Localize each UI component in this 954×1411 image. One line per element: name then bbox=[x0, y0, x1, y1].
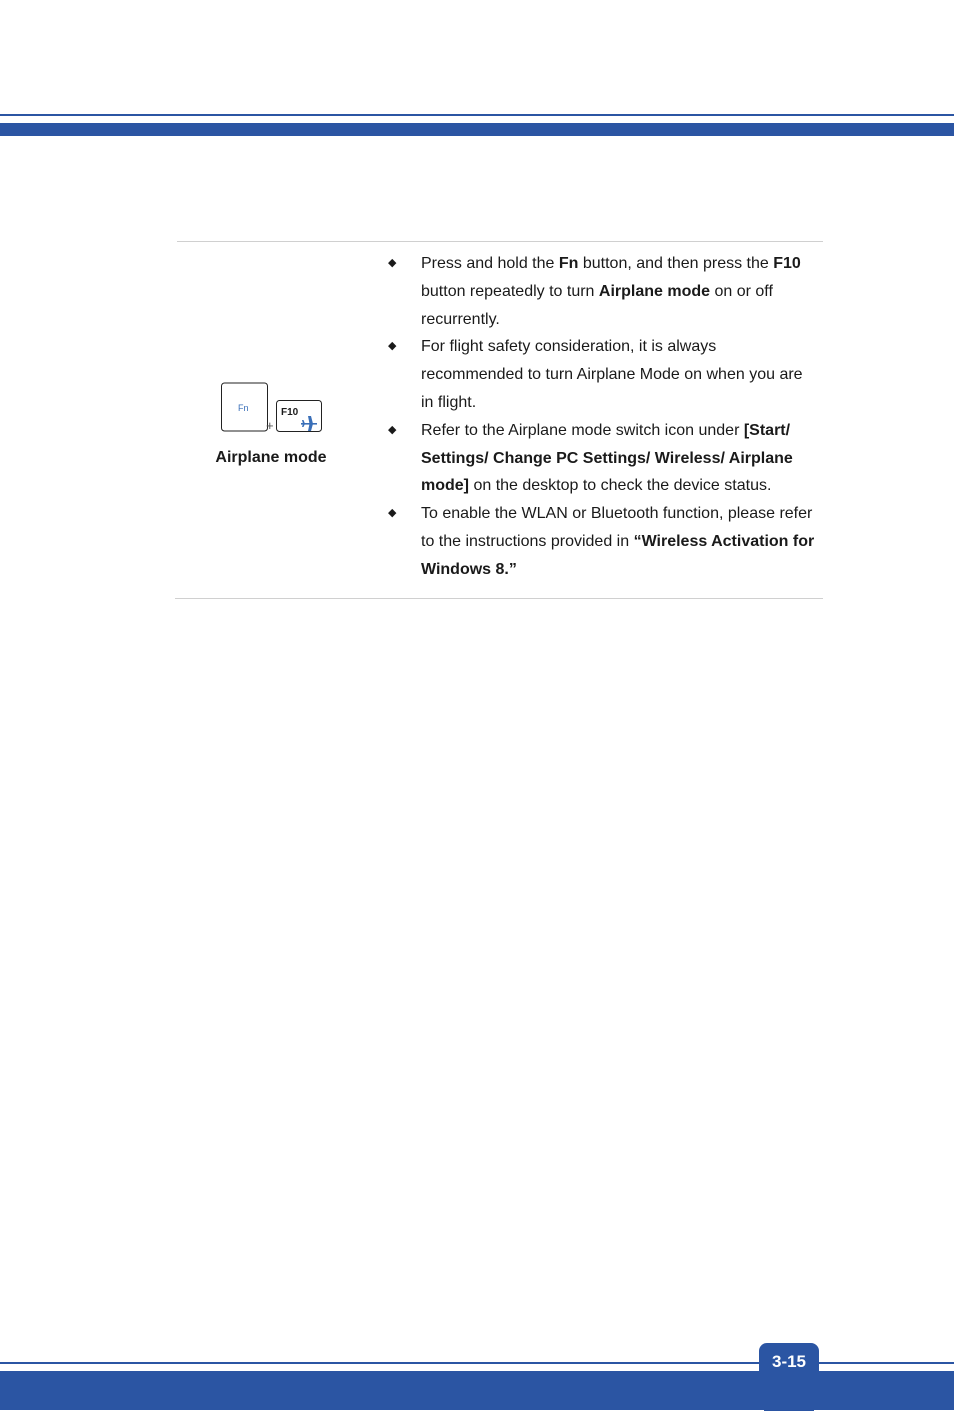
list-item bbox=[388, 333, 818, 416]
page-number: 3-15 bbox=[759, 1343, 819, 1381]
bold-text: Fn bbox=[558, 255, 579, 272]
bold-text: “Wireless Activation for Windows 8.” bbox=[421, 532, 815, 578]
body-text: on the desktop to check the device status. bbox=[469, 477, 772, 495]
body-text: button, and then press the bbox=[578, 255, 774, 272]
airplane-mode-caption: Airplane mode bbox=[215, 449, 327, 466]
header-line bbox=[0, 114, 954, 116]
bullet-diamond-icon: ◆ bbox=[388, 340, 397, 353]
plus-sign: + bbox=[266, 418, 274, 433]
instruction-list bbox=[388, 250, 818, 584]
list-item bbox=[388, 500, 818, 583]
bold-text: [Start/ Settings/ Change PC Settings/ Wireless/ Airplane mode] bbox=[421, 421, 793, 495]
body-text: button repeatedly to turn bbox=[421, 282, 599, 300]
bullet-diamond-icon: ◆ bbox=[388, 257, 397, 269]
fn-f10-key-combo bbox=[220, 382, 324, 434]
body-text: on or off recurrently. bbox=[421, 282, 773, 328]
bold-text: Airplane mode bbox=[598, 282, 711, 300]
header-bar bbox=[0, 123, 954, 136]
bold-text: F10 bbox=[773, 255, 801, 272]
list-item bbox=[388, 417, 818, 500]
bullet-diamond-icon: ◆ bbox=[388, 423, 397, 436]
body-text: To enable the WLAN or Bluetooth function, please refer to the instructions provided in bbox=[421, 505, 813, 550]
body-text: For flight safety consideration, it is always recommended to turn Airplane Mode on when you are in flight. bbox=[421, 338, 803, 411]
f10-key-label: F10 bbox=[281, 407, 299, 418]
bullet-diamond-icon: ◆ bbox=[388, 507, 397, 520]
table-rule-bottom bbox=[175, 598, 823, 599]
body-text: Refer to the Airplane mode switch icon under bbox=[421, 421, 744, 439]
body-text: Press and hold the bbox=[421, 255, 559, 272]
list-item bbox=[388, 250, 818, 333]
fn-key-label: Fn bbox=[238, 403, 249, 413]
table-rule-top bbox=[177, 241, 823, 242]
